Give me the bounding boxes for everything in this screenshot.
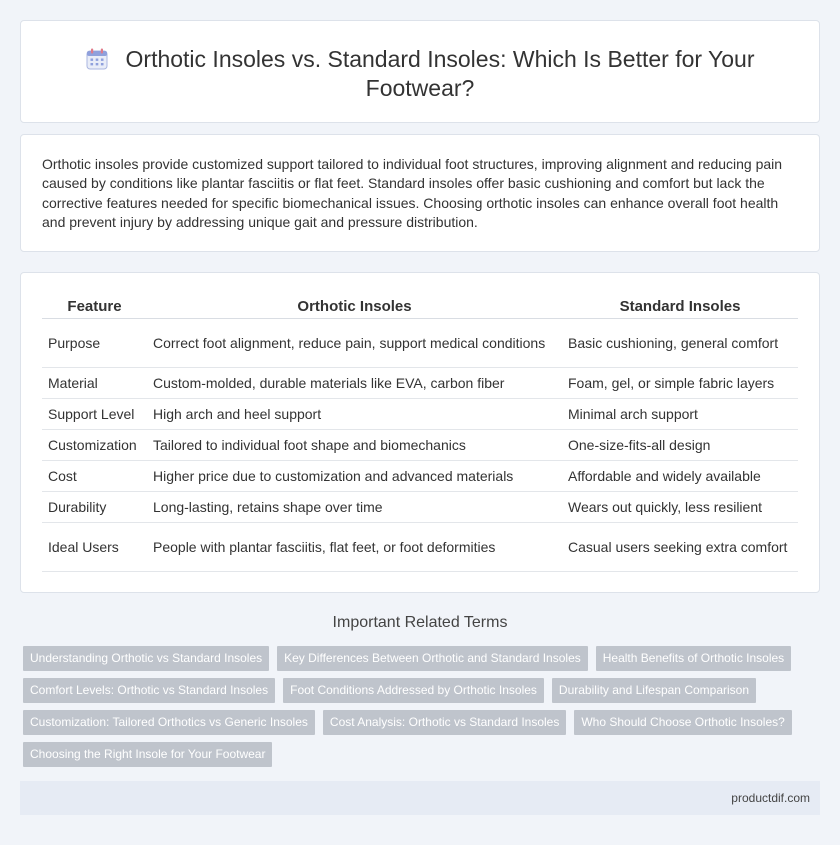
footer [20, 781, 820, 815]
related-term-tag[interactable]: Choosing the Right Insole for Your Footwear [23, 742, 272, 767]
header-orthotic: Orthotic Insoles [147, 297, 562, 319]
page-title-wrap [21, 45, 819, 103]
feature-cell: Customization [42, 430, 147, 461]
feature-cell: Ideal Users [42, 523, 147, 572]
title-card [20, 20, 820, 123]
orthotic-cell: Long-lasting, retains shape over time [147, 492, 562, 523]
standard-cell: Foam, gel, or simple fabric layers [562, 368, 798, 399]
orthotic-cell: High arch and heel support [147, 399, 562, 430]
standard-cell: One-size-fits-all design [562, 430, 798, 461]
related-term-tag[interactable]: Key Differences Between Orthotic and Standard Insoles [277, 646, 588, 671]
orthotic-cell: Correct foot alignment, reduce pain, support medical conditions [147, 319, 562, 368]
related-term-tag[interactable]: Understanding Orthotic vs Standard Insoles [23, 646, 269, 671]
standard-cell: Wears out quickly, less resilient [562, 492, 798, 523]
feature-cell: Support Level [42, 399, 147, 430]
table-row [42, 368, 798, 399]
orthotic-cell: People with plantar fasciitis, flat feet, or foot deformities [147, 523, 562, 572]
related-term-tag[interactable]: Customization: Tailored Orthotics vs Generic Insoles [23, 710, 315, 735]
header-standard: Standard Insoles [562, 297, 798, 319]
table-row [42, 430, 798, 461]
related-term-tag[interactable]: Foot Conditions Addressed by Orthotic Insoles [283, 678, 544, 703]
feature-cell: Durability [42, 492, 147, 523]
table-row [42, 319, 798, 368]
table-row [42, 523, 798, 572]
standard-cell: Casual users seeking extra comfort [562, 523, 798, 572]
table-header-row [42, 297, 798, 319]
footer-site[interactable]: productdif.com [731, 791, 810, 805]
intro-paragraph: Orthotic insoles provide customized support tailored to individual foot structures, improving alignment and reducing pain caused by conditions like plantar fasciitis or flat feet. Standard insoles offer basic cushioning and comfort but lack the corrective features needed for specific biomechanical issues. Choosing orthotic insoles can enhance overall foot health and prevent injury by addressing unique gait and pressure distribution. [42, 156, 783, 230]
standard-cell: Basic cushioning, general comfort [562, 319, 798, 368]
orthotic-cell: Custom-molded, durable materials like EVA, carbon fiber [147, 368, 562, 399]
related-term-tag[interactable]: Health Benefits of Orthotic Insoles [596, 646, 791, 671]
calendar-icon [86, 48, 108, 70]
related-term-tag[interactable]: Who Should Choose Orthotic Insoles? [574, 710, 791, 735]
standard-cell: Affordable and widely available [562, 461, 798, 492]
feature-cell: Material [42, 368, 147, 399]
table-row [42, 492, 798, 523]
comparison-table [42, 297, 798, 572]
header-feature: Feature [42, 297, 147, 319]
page-title: Orthotic Insoles vs. Standard Insoles: Which Is Better for Your Footwear? [125, 46, 755, 101]
related-terms-title: Important Related Terms [332, 614, 508, 631]
related-term-tag[interactable]: Comfort Levels: Orthotic vs Standard Insoles [23, 678, 275, 703]
related-terms-list [23, 646, 823, 774]
intro-card [20, 134, 820, 252]
feature-cell: Cost [42, 461, 147, 492]
related-term-tag[interactable]: Durability and Lifespan Comparison [552, 678, 756, 703]
comparison-card [20, 272, 820, 593]
orthotic-cell: Tailored to individual foot shape and biomechanics [147, 430, 562, 461]
table-row [42, 461, 798, 492]
orthotic-cell: Higher price due to customization and advanced materials [147, 461, 562, 492]
feature-cell: Purpose [42, 319, 147, 368]
related-term-tag[interactable]: Cost Analysis: Orthotic vs Standard Insoles [323, 710, 566, 735]
table-row [42, 399, 798, 430]
standard-cell: Minimal arch support [562, 399, 798, 430]
